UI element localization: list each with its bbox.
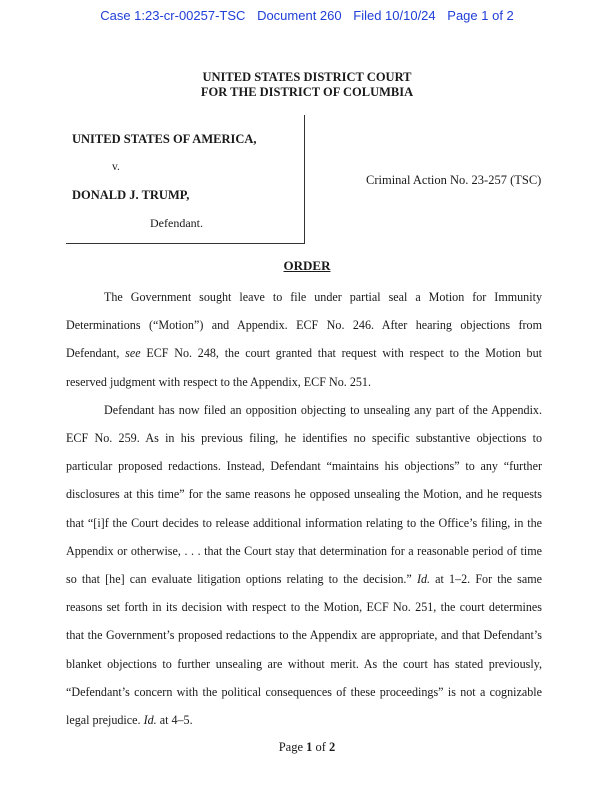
footer-page-word: Page — [278, 740, 307, 754]
ecf-filed-date: Filed 10/10/24 — [353, 8, 436, 23]
caption-defendant: DONALD J. TRUMP, — [72, 188, 190, 202]
page-footer — [0, 740, 614, 755]
ecf-page-number: Page 1 of 2 — [447, 8, 514, 23]
criminal-action-number: Criminal Action No. 23-257 (TSC) — [366, 173, 542, 187]
order-body — [66, 283, 542, 734]
footer-of-word: of — [312, 740, 330, 754]
footer-current-page: 1 — [306, 740, 313, 754]
court-heading — [0, 70, 614, 100]
p2-cite-id-1: Id. — [416, 572, 431, 587]
order-paragraph-1 — [66, 283, 542, 396]
ecf-header — [0, 8, 614, 23]
order-title: ORDER — [283, 258, 331, 273]
ecf-document-number: Document 260 — [257, 8, 342, 23]
p1-signal-see: see — [125, 346, 141, 361]
court-district: FOR THE DISTRICT OF COLUMBIA — [200, 85, 414, 99]
caption-plaintiff: UNITED STATES OF AMERICA, — [72, 132, 257, 146]
ecf-case-number: Case 1:23-cr-00257-TSC — [100, 8, 246, 23]
p1-text-b: ECF No. 248, the court granted that request with respect to the Motion but reserved judgment with respect to the Appendix, ECF No. 251. — [66, 346, 542, 389]
caption-defendant-role: Defendant. — [150, 216, 203, 230]
p2-text-a: Defendant has now filed an opposition objecting to unsealing any part of the Appendix. ECF No. 259. As in his previous filing, he identifies no specific substantive objections to particular proposed redactions. Instead, Defendant “maintains his objections” to any “further disclosures at this time” for the same reasons he opposed unsealing the Motion, and he requests that “[i]f the Court decides to release additional information relating to the Office’s filing, in the Appendix or otherwise, . . . that the Court stay that determination for a reasonable period of time so that [he] can evaluate litigation options relating to the decision.” — [66, 402, 542, 587]
p2-text-c: at 4–5. — [156, 713, 193, 728]
footer-total-pages: 2 — [329, 740, 336, 754]
order-paragraph-2 — [66, 396, 542, 734]
p2-cite-id-2: Id. — [143, 713, 157, 728]
court-name: UNITED STATES DISTRICT COURT — [202, 70, 412, 84]
caption-versus: v. — [112, 161, 120, 173]
p2-text-b: at 1–2. For the same reasons set forth in its decision with respect to the Motion, ECF No. 251, the court determines that the Government’s proposed redactions to the Appendix are appropriate, and that Defendant’s blanket objections to further unsealing are without merit. As the court has stated previously, “Defendant’s concern with the political consequences of these proceedings” is not a cognizable legal prejudice. — [66, 572, 543, 728]
p1-text-a: The Government sought leave to file under partial seal a Motion for Immunity Determinations (“Motion”) and Appendix. ECF No. 246. After hearing objections from Defendant, — [66, 290, 542, 361]
